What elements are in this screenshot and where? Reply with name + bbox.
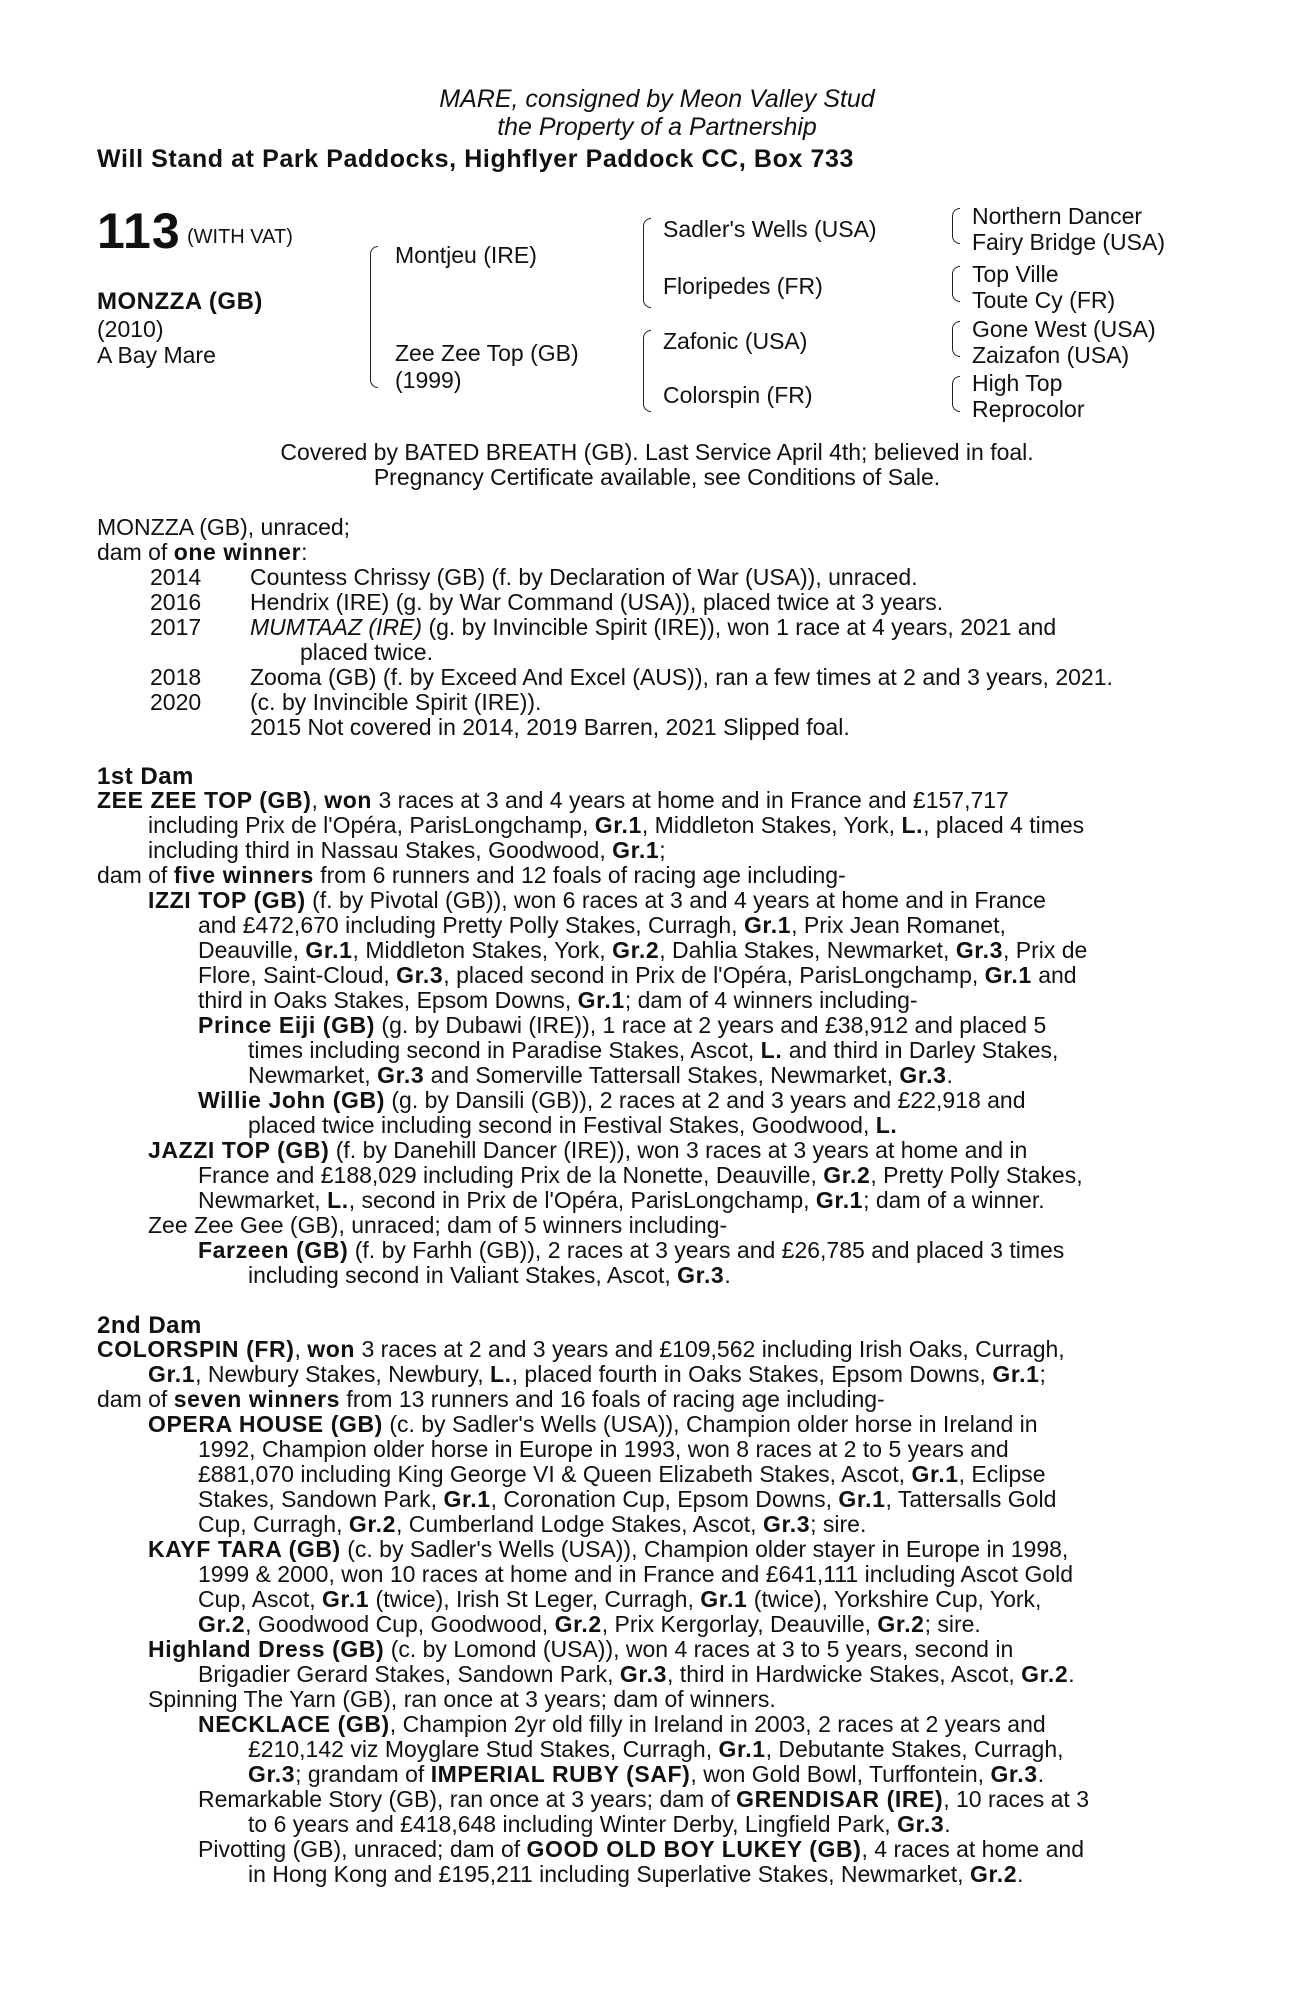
progeny-line: times including second in Paradise Stakes, Ascot, L. and third in Darley Stakes, xyxy=(248,1037,1059,1063)
first-dam-line: ZEE ZEE TOP (GB), won 3 races at 3 and 4 years at home and in France and £157,717 xyxy=(97,787,1009,813)
progeny-line: Highland Dress (GB) (c. by Lomond (USA)), won 4 races at 3 to 5 years, second in xyxy=(148,1636,1014,1662)
progeny-line: Newmarket, L., second in Prix de l'Opéra, ParisLongchamp, Gr.1; dam of a winner. xyxy=(198,1187,1045,1213)
progeny-line: Flore, Saint-Cloud, Gr.3, placed second in Prix de l'Opéra, ParisLongchamp, Gr.1 and xyxy=(198,962,1077,988)
progeny-line: and £472,670 including Pretty Polly Stakes, Curragh, Gr.1, Prix Jean Romanet, xyxy=(198,912,1006,938)
pedigree-g3-8: Reprocolor xyxy=(972,396,1085,422)
pedigree-g3-4: Toute Cy (FR) xyxy=(972,287,1116,313)
progeny-line: JAZZI TOP (GB) (f. by Danehill Dancer (IRE)), won 3 races at 3 years at home and in xyxy=(148,1137,1028,1163)
progeny-line: placed twice including second in Festival Stakes, Goodwood, L. xyxy=(248,1112,898,1138)
pedigree-g3-2: Fairy Bridge (USA) xyxy=(972,229,1165,255)
progeny-line: Brigadier Gerard Stakes, Sandown Park, Gr.3, third in Hardwicke Stakes, Ascot, Gr.2. xyxy=(198,1661,1075,1687)
pedigree-dam-sire: Zafonic (USA) xyxy=(663,328,808,354)
progeny-line: Deauville, Gr.1, Middleton Stakes, York, Gr.2, Dahlia Stakes, Newmarket, Gr.3, Prix de xyxy=(198,937,1088,963)
foal-year: 2017 xyxy=(150,614,202,640)
progeny-line: NECKLACE (GB), Champion 2yr old filly in Ireland in 2003, 2 races at 2 years and xyxy=(198,1711,1046,1737)
pedigree-brace-dam xyxy=(643,330,651,412)
property-line: the Property of a Partnership xyxy=(497,113,817,141)
pedigree-brace-g3-1 xyxy=(952,208,960,244)
stand-location: Will Stand at Park Paddocks, Highflyer Paddock CC, Box 733 xyxy=(97,145,855,173)
progeny-line: Pivotting (GB), unraced; dam of GOOD OLD BOY LUKEY (GB), 4 races at home and xyxy=(198,1836,1084,1862)
consignor-line: MARE, consigned by Meon Valley Stud xyxy=(439,85,875,113)
foal-year: 2020 xyxy=(150,689,202,715)
progeny-line: Cup, Ascot, Gr.1 (twice), Irish St Leger, Curragh, Gr.1 (twice), Yorkshire Cup, York, xyxy=(198,1586,1042,1612)
foal-year: 2014 xyxy=(150,564,202,590)
covered-line: Covered by BATED BREATH (GB). Last Service April 4th; believed in foal. xyxy=(280,439,1034,465)
progeny-line: France and £188,029 including Prix de la Nonette, Deauville, Gr.2, Pretty Polly Stakes, xyxy=(198,1162,1083,1188)
progeny-line: Gr.3; grandam of IMPERIAL RUBY (SAF), won Gold Bowl, Turffontein, Gr.3. xyxy=(248,1761,1044,1787)
pedigree-dam-year: (1999) xyxy=(395,367,462,393)
progeny-line: Prince Eiji (GB) (g. by Dubawi (IRE)), 1 race at 2 years and £38,912 and placed 5 xyxy=(198,1012,1047,1038)
pedigree-g3-1: Northern Dancer xyxy=(972,203,1143,229)
foal-year: 2016 xyxy=(150,589,202,615)
pedigree-sire-dam: Floripedes (FR) xyxy=(663,273,823,299)
foal-entry: Countess Chrissy (GB) (f. by Declaration of War (USA)), unraced. xyxy=(250,564,918,590)
pedigree-brace-g3-3 xyxy=(952,321,960,357)
progeny-line: £210,142 viz Moyglare Stud Stakes, Curragh, Gr.1, Debutante Stakes, Curragh, xyxy=(248,1736,1064,1762)
pedigree-brace-g3-4 xyxy=(952,376,960,412)
progeny-line: 1992, Champion older horse in Europe in 1993, won 8 races at 2 to 5 years and xyxy=(198,1436,1009,1462)
second-dam-line: dam of seven winners from 13 runners and 16 foals of racing age including- xyxy=(97,1386,885,1412)
progeny-line: Remarkable Story (GB), ran once at 3 years; dam of GRENDISAR (IRE), 10 races at 3 xyxy=(198,1786,1089,1812)
second-dam-heading: 2nd Dam xyxy=(97,1312,202,1339)
pedigree-g3-6: Zaizafon (USA) xyxy=(972,342,1130,368)
first-dam-heading: 1st Dam xyxy=(97,763,194,790)
progeny-line: 1999 & 2000, won 10 races at home and in France and £641,111 including Ascot Gold xyxy=(198,1561,1074,1587)
vat-note: (WITH VAT) xyxy=(187,226,293,248)
pedigree-brace-gen1 xyxy=(370,246,378,388)
second-dam-line: Gr.1, Newbury Stakes, Newbury, L., placed fourth in Oaks Stakes, Epsom Downs, Gr.1; xyxy=(148,1361,1046,1387)
pedigree-dam-dam: Colorspin (FR) xyxy=(663,382,813,408)
progeny-line: including second in Valiant Stakes, Ascot, Gr.3. xyxy=(248,1262,731,1288)
progeny-line: Zee Zee Gee (GB), unraced; dam of 5 winners including- xyxy=(148,1212,728,1238)
progeny-line: Farzeen (GB) (f. by Farhh (GB)), 2 races at 3 years and £26,785 and placed 3 times xyxy=(198,1237,1065,1263)
progeny-line: Willie John (GB) (g. by Dansili (GB)), 2 races at 2 and 3 years and £22,918 and xyxy=(198,1087,1026,1113)
pedigree-sire-sire: Sadler's Wells (USA) xyxy=(663,216,877,242)
progeny-line: IZZI TOP (GB) (f. by Pivotal (GB)), won 6 races at 3 and 4 years at home and in France xyxy=(148,887,1046,913)
second-dam-line: COLORSPIN (FR), won 3 races at 2 and 3 years and £109,562 including Irish Oaks, Curragh, xyxy=(97,1336,1065,1362)
progeny-line: £881,070 including King George VI & Queen Elizabeth Stakes, Ascot, Gr.1, Eclipse xyxy=(198,1461,1046,1487)
foal-entry: MUMTAAZ (IRE) (g. by Invincible Spirit (IRE)), won 1 race at 4 years, 2021 and xyxy=(250,614,1057,640)
pedigree-g3-5: Gone West (USA) xyxy=(972,316,1156,342)
pedigree-g3-7: High Top xyxy=(972,370,1063,396)
progeny-line: Cup, Curragh, Gr.2, Cumberland Lodge Stakes, Ascot, Gr.3; sire. xyxy=(198,1511,867,1537)
first-dam-line: dam of five winners from 6 runners and 12 foals of racing age including- xyxy=(97,862,846,888)
foal-year: 2018 xyxy=(150,664,202,690)
progeny-line: Stakes, Sandown Park, Gr.1, Coronation Cup, Epsom Downs, Gr.1, Tattersalls Gold xyxy=(198,1486,1057,1512)
progeny-line: KAYF TARA (GB) (c. by Sadler's Wells (USA)), Champion older stayer in Europe in 1998, xyxy=(148,1536,1069,1562)
pedigree-sire: Montjeu (IRE) xyxy=(395,242,537,268)
progeny-line: to 6 years and £418,648 including Winter Derby, Lingfield Park, Gr.3. xyxy=(248,1811,951,1837)
horse-description: A Bay Mare xyxy=(97,342,216,368)
foal-entry: Zooma (GB) (f. by Exceed And Excel (AUS)), ran a few times at 2 and 3 years, 2021. xyxy=(250,664,1113,690)
pedigree-g3-3: Top Ville xyxy=(972,261,1059,287)
foal-entry: Hendrix (IRE) (g. by War Command (USA)), placed twice at 3 years. xyxy=(250,589,944,615)
pedigree-brace-sire xyxy=(643,218,651,308)
horse-name: MONZZA (GB) xyxy=(97,288,263,315)
lot-number: 113 xyxy=(97,203,181,259)
pedigree-dam: Zee Zee Top (GB) xyxy=(395,340,579,366)
first-dam-line: including third in Nassau Stakes, Goodwood, Gr.1; xyxy=(148,837,666,863)
produce-note: 2015 Not covered in 2014, 2019 Barren, 2021 Slipped foal. xyxy=(250,714,850,740)
produce-dam-of: dam of one winner: xyxy=(97,539,308,565)
pregnancy-line: Pregnancy Certificate available, see Conditions of Sale. xyxy=(373,464,941,490)
progeny-line: in Hong Kong and £195,211 including Superlative Stakes, Newmarket, Gr.2. xyxy=(248,1861,1024,1887)
pedigree-brace-g3-2 xyxy=(952,266,960,302)
progeny-line: third in Oaks Stakes, Epsom Downs, Gr.1; dam of 4 winners including- xyxy=(198,987,918,1013)
progeny-line: Gr.2, Goodwood Cup, Goodwood, Gr.2, Prix Kergorlay, Deauville, Gr.2; sire. xyxy=(198,1611,981,1637)
progeny-line: Spinning The Yarn (GB), ran once at 3 years; dam of winners. xyxy=(148,1686,776,1712)
first-dam-line: including Prix de l'Opéra, ParisLongchamp, Gr.1, Middleton Stakes, York, L., placed 4 times xyxy=(148,812,1085,838)
progeny-line: Newmarket, Gr.3 and Somerville Tattersall Stakes, Newmarket, Gr.3. xyxy=(248,1062,953,1088)
foal-entry-cont: placed twice. xyxy=(300,639,433,665)
produce-intro: MONZZA (GB), unraced; xyxy=(97,514,351,540)
progeny-line: OPERA HOUSE (GB) (c. by Sadler's Wells (USA)), Champion older horse in Ireland in xyxy=(148,1411,1038,1437)
foal-entry: (c. by Invincible Spirit (IRE)). xyxy=(250,689,542,715)
foaling-year: (2010) xyxy=(97,316,164,342)
